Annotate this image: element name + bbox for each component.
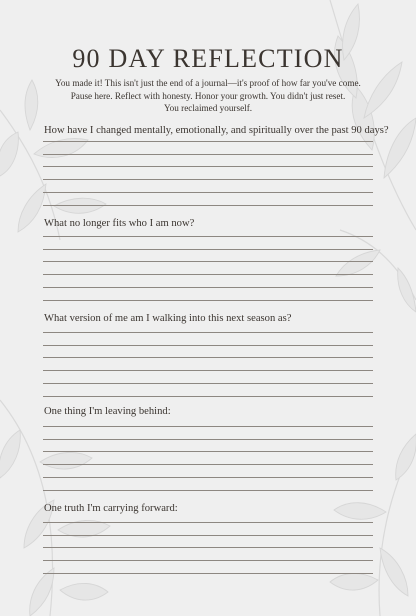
writing-line[interactable] (43, 250, 373, 263)
writing-line[interactable] (43, 452, 373, 465)
prompt-question: One truth I'm carrying forward: (44, 503, 178, 514)
writing-line[interactable] (43, 414, 373, 427)
writing-line[interactable] (43, 155, 373, 168)
writing-lines[interactable] (43, 510, 373, 574)
intro-line-1: You made it! This isn't just the end of a journal—it's proof of how far you've come. (55, 78, 361, 88)
intro-line-3: You reclaimed yourself. (163, 103, 253, 113)
writing-line[interactable] (43, 129, 373, 142)
writing-line[interactable] (43, 180, 373, 193)
writing-line[interactable] (43, 142, 373, 155)
writing-lines[interactable] (43, 129, 373, 206)
writing-line[interactable] (43, 288, 373, 301)
writing-line[interactable] (43, 440, 373, 453)
writing-line[interactable] (43, 167, 373, 180)
writing-line[interactable] (43, 384, 373, 397)
intro-line-2: Pause here. Reflect with honesty. Honor your growth. You didn't just reset. (70, 90, 346, 101)
prompt-question: One thing I'm leaving behind: (44, 406, 171, 417)
prompt-question: How have I changed mentally, emotionally, and spiritually over the past 90 days? (44, 125, 389, 136)
writing-lines[interactable] (43, 224, 373, 301)
writing-line[interactable] (43, 237, 373, 250)
writing-line[interactable] (43, 224, 373, 237)
writing-line[interactable] (43, 536, 373, 549)
writing-lines[interactable] (43, 414, 373, 491)
writing-line[interactable] (43, 262, 373, 275)
page-title: 90 DAY REFLECTION (72, 44, 344, 73)
writing-lines[interactable] (43, 320, 373, 397)
writing-line[interactable] (43, 465, 373, 478)
writing-line[interactable] (43, 333, 373, 346)
writing-line[interactable] (43, 346, 373, 359)
writing-line[interactable] (43, 478, 373, 491)
writing-line[interactable] (43, 510, 373, 523)
prompt-question: What no longer fits who I am now? (44, 218, 195, 229)
writing-line[interactable] (43, 275, 373, 288)
prompt-question: What version of me am I walking into this next season as? (44, 313, 292, 324)
writing-line[interactable] (43, 523, 373, 536)
intro-text (30, 77, 386, 115)
writing-line[interactable] (43, 371, 373, 384)
writing-line[interactable] (43, 358, 373, 371)
writing-line[interactable] (43, 561, 373, 574)
writing-line[interactable] (43, 427, 373, 440)
writing-line[interactable] (43, 548, 373, 561)
writing-line[interactable] (43, 320, 373, 333)
writing-line[interactable] (43, 193, 373, 206)
